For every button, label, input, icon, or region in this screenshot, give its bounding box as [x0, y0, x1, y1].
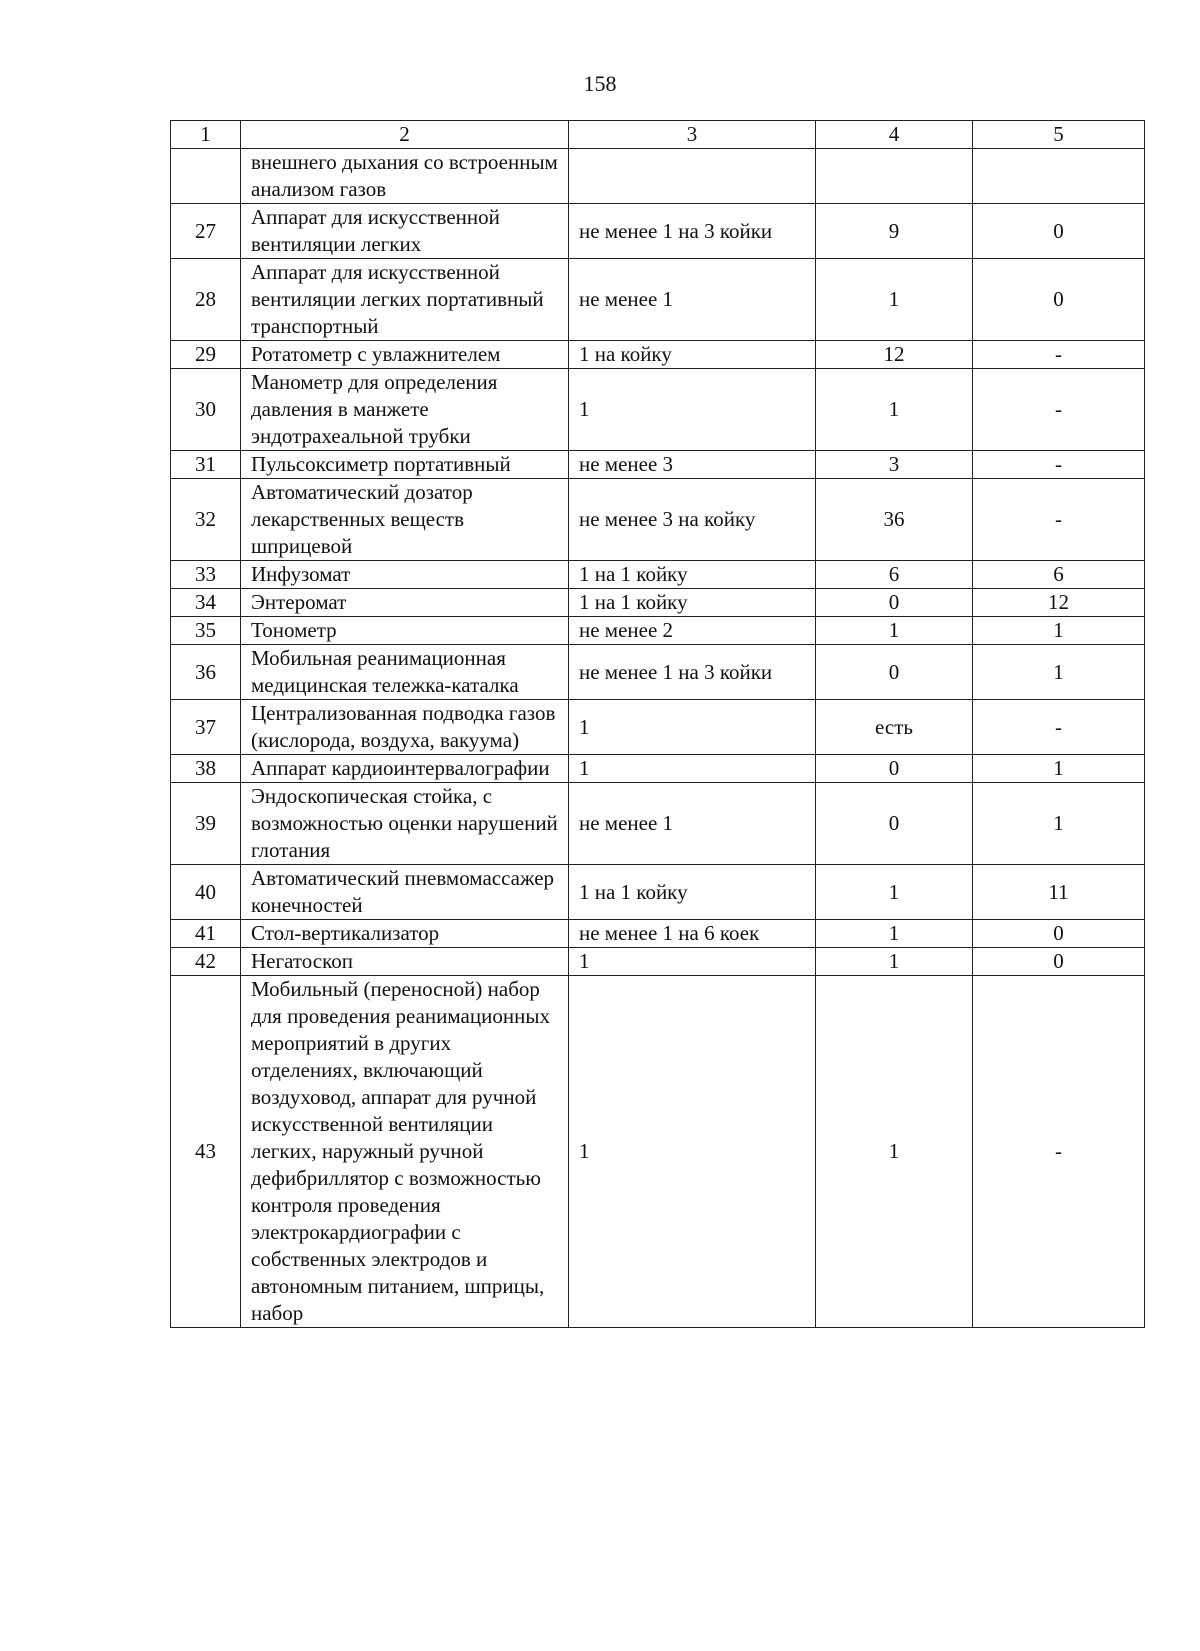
required-quantity-cell: 1 — [569, 976, 816, 1328]
row-number-cell: 30 — [171, 369, 241, 451]
row-number-cell: 41 — [171, 920, 241, 948]
row-number-cell: 31 — [171, 451, 241, 479]
available-quantity-cell: 12 — [816, 341, 973, 369]
shortage-cell: - — [973, 700, 1145, 755]
row-number-cell: 34 — [171, 589, 241, 617]
required-quantity-cell: не менее 3 — [569, 451, 816, 479]
shortage-cell: 6 — [973, 561, 1145, 589]
row-number-cell: 39 — [171, 783, 241, 865]
required-quantity-cell: не менее 1 — [569, 259, 816, 341]
equipment-name-cell: Инфузомат — [241, 561, 569, 589]
available-quantity-cell: 1 — [816, 920, 973, 948]
table-row — [171, 755, 1145, 783]
table-row — [171, 783, 1145, 865]
row-number-cell: 36 — [171, 645, 241, 700]
row-number-cell: 40 — [171, 865, 241, 920]
required-quantity-cell — [569, 149, 816, 204]
available-quantity-cell: 0 — [816, 589, 973, 617]
table-row — [171, 341, 1145, 369]
required-quantity-cell: не менее 3 на койку — [569, 479, 816, 561]
table-row — [171, 149, 1145, 204]
row-number-cell: 32 — [171, 479, 241, 561]
available-quantity-cell: 9 — [816, 204, 973, 259]
column-header: 3 — [569, 121, 816, 149]
table-row — [171, 976, 1145, 1328]
required-quantity-cell: 1 на 1 койку — [569, 865, 816, 920]
required-quantity-cell: 1 — [569, 700, 816, 755]
row-number-cell: 27 — [171, 204, 241, 259]
available-quantity-cell: 6 — [816, 561, 973, 589]
equipment-name-cell: Пульсоксиметр портативный — [241, 451, 569, 479]
available-quantity-cell: 1 — [816, 948, 973, 976]
equipment-name-cell: Аппарат кардиоинтервалографии — [241, 755, 569, 783]
equipment-name-cell: Автоматический дозатор лекарственных веществ шприцевой — [241, 479, 569, 561]
shortage-cell: - — [973, 369, 1145, 451]
table-row — [171, 259, 1145, 341]
shortage-cell: 0 — [973, 259, 1145, 341]
required-quantity-cell: 1 на 1 койку — [569, 561, 816, 589]
equipment-name-cell: Мобильная реанимационная медицинская тележка-каталка — [241, 645, 569, 700]
available-quantity-cell: 0 — [816, 645, 973, 700]
shortage-cell: 0 — [973, 920, 1145, 948]
table-row — [171, 451, 1145, 479]
shortage-cell: - — [973, 479, 1145, 561]
available-quantity-cell: 36 — [816, 479, 973, 561]
row-number-cell: 28 — [171, 259, 241, 341]
shortage-cell: 1 — [973, 783, 1145, 865]
equipment-name-cell: Аппарат для искусственной вентиляции легких портативный транспортный — [241, 259, 569, 341]
table-row — [171, 617, 1145, 645]
available-quantity-cell: 0 — [816, 755, 973, 783]
shortage-cell: 1 — [973, 755, 1145, 783]
shortage-cell: 0 — [973, 948, 1145, 976]
shortage-cell: - — [973, 341, 1145, 369]
table-row — [171, 204, 1145, 259]
available-quantity-cell: 1 — [816, 865, 973, 920]
equipment-name-cell: Мобильный (переносной) набор для проведения реанимационных мероприятий в других отделениях, включающий воздуховод, аппарат для ручной искусственной вентиляции легких, наружный ручной дефибриллятор с возможностью контроля проведения электрокардиографии с собственных электродов и автономным питанием, шприцы, набор — [241, 976, 569, 1328]
required-quantity-cell: не менее 1 — [569, 783, 816, 865]
shortage-cell: 0 — [973, 204, 1145, 259]
available-quantity-cell: 0 — [816, 783, 973, 865]
required-quantity-cell: не менее 1 на 3 койки — [569, 645, 816, 700]
shortage-cell — [973, 149, 1145, 204]
available-quantity-cell: 1 — [816, 259, 973, 341]
column-header: 1 — [171, 121, 241, 149]
table-row — [171, 700, 1145, 755]
row-number-cell: 29 — [171, 341, 241, 369]
table-row — [171, 479, 1145, 561]
page-number: 158 — [583, 71, 617, 96]
row-number-cell: 38 — [171, 755, 241, 783]
table-header-row — [171, 121, 1145, 149]
table-row — [171, 865, 1145, 920]
column-header: 5 — [973, 121, 1145, 149]
table-row — [171, 645, 1145, 700]
shortage-cell: 12 — [973, 589, 1145, 617]
equipment-name-cell: внешнего дыхания со встроенным анализом газов — [241, 149, 569, 204]
equipment-name-cell: Централизованная подводка газов (кислорода, воздуха, вакуума) — [241, 700, 569, 755]
equipment-table — [170, 120, 1145, 1328]
equipment-name-cell: Эндоскопическая стойка, с возможностью оценки нарушений глотания — [241, 783, 569, 865]
required-quantity-cell: 1 на койку — [569, 341, 816, 369]
table-row — [171, 920, 1145, 948]
required-quantity-cell: 1 — [569, 948, 816, 976]
equipment-name-cell: Ротатометр с увлажнителем — [241, 341, 569, 369]
row-number-cell: 43 — [171, 976, 241, 1328]
table-row — [171, 561, 1145, 589]
table-row — [171, 589, 1145, 617]
equipment-name-cell: Аппарат для искусственной вентиляции легких — [241, 204, 569, 259]
column-header: 2 — [241, 121, 569, 149]
equipment-name-cell: Негатоскоп — [241, 948, 569, 976]
required-quantity-cell: не менее 1 на 6 коек — [569, 920, 816, 948]
table-body — [171, 149, 1145, 1328]
available-quantity-cell: 3 — [816, 451, 973, 479]
equipment-name-cell: Энтеромат — [241, 589, 569, 617]
table-row — [171, 369, 1145, 451]
row-number-cell: 42 — [171, 948, 241, 976]
available-quantity-cell — [816, 149, 973, 204]
row-number-cell: 33 — [171, 561, 241, 589]
available-quantity-cell: 1 — [816, 976, 973, 1328]
available-quantity-cell: 1 — [816, 617, 973, 645]
table-row — [171, 948, 1145, 976]
required-quantity-cell: не менее 1 на 3 койки — [569, 204, 816, 259]
column-header: 4 — [816, 121, 973, 149]
equipment-name-cell: Тонометр — [241, 617, 569, 645]
available-quantity-cell: 1 — [816, 369, 973, 451]
required-quantity-cell: 1 на 1 койку — [569, 589, 816, 617]
equipment-name-cell: Манометр для определения давления в манжете эндотрахеальной трубки — [241, 369, 569, 451]
equipment-name-cell: Стол-вертикализатор — [241, 920, 569, 948]
row-number-cell — [171, 149, 241, 204]
shortage-cell: - — [973, 451, 1145, 479]
row-number-cell: 35 — [171, 617, 241, 645]
available-quantity-cell: есть — [816, 700, 973, 755]
shortage-cell: - — [973, 976, 1145, 1328]
required-quantity-cell: не менее 2 — [569, 617, 816, 645]
shortage-cell: 1 — [973, 617, 1145, 645]
shortage-cell: 1 — [973, 645, 1145, 700]
required-quantity-cell: 1 — [569, 369, 816, 451]
shortage-cell: 11 — [973, 865, 1145, 920]
required-quantity-cell: 1 — [569, 755, 816, 783]
row-number-cell: 37 — [171, 700, 241, 755]
equipment-name-cell: Автоматический пневмомассажер конечностей — [241, 865, 569, 920]
